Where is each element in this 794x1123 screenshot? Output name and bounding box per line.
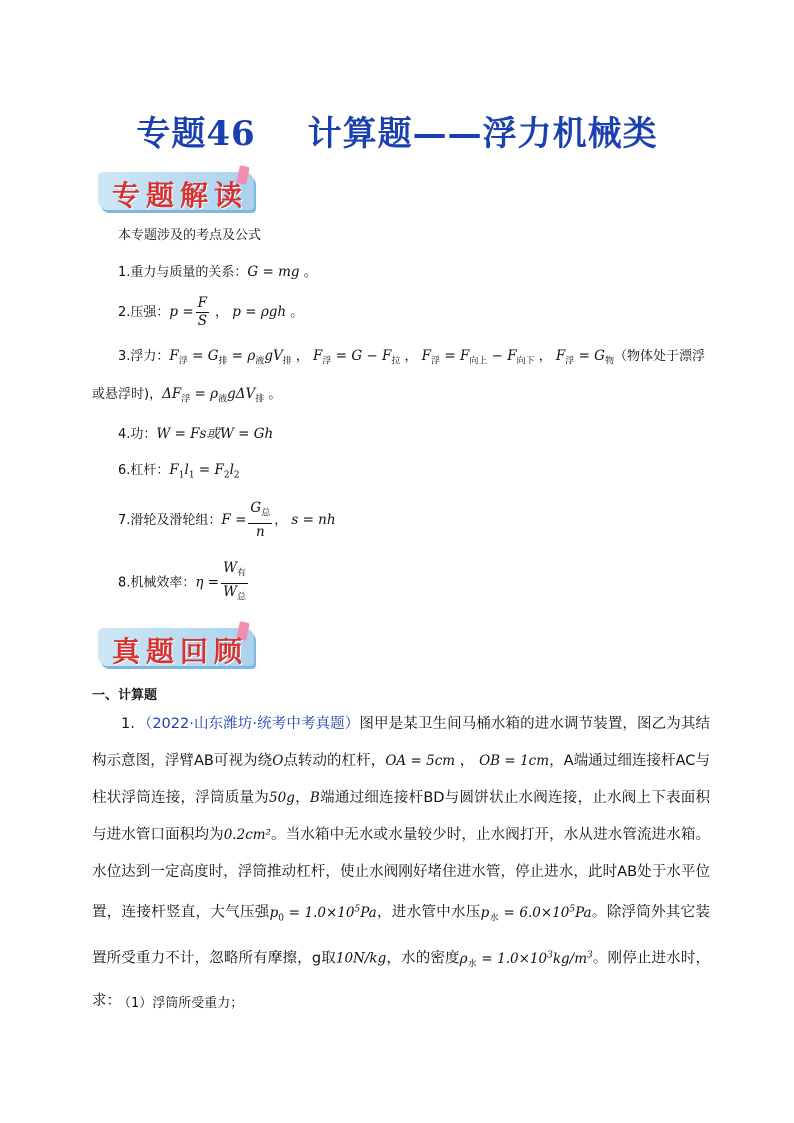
question-1: 1．（2022·山东潍坊·统考中考真题）图甲是某卫生间马桶水箱的进水调节装置，图乙为其结构示意图，浮臂AB可视为绕O点转动的杠杆，OA = 5cm ， OB = 1cm，A端通过细连接杆AC与柱状浮筒连接，浮筒质量为50g，B端通过细连接杆BD与圆饼状止水阀连接，止水阀上下表面积与进水管口面积均为0.2cm²。当水箱中无水或水量较少时，止水阀打开，水从进水管流进水箱。水位达到一定高度时，浮筒推动杠杆，使止水阀刚好堵住进水管，停止进水，此时AB处于水平位置，连接杆竖直，大气压强$p_0 = 1.0\times 10^5Pa$，进水管中水压$p_水 = 6.0\times 10^5Pa$。除浮筒外其它装置所受重力不计，忽略所有摩擦，g取10N/kg，水的密度$\rho_水 = 1.0\times 10^3kg/m^3$。刚停止进水时，求：	[92, 716, 711, 1010]
banner-label: 专题解读	[112, 179, 249, 212]
item-pressure: 2.压强：p = $\frac{F}{S}$ ， p = ρgh 。	[118, 295, 304, 329]
item-pulley: 7.滑轮及滑轮组：F = $\frac{G_总}{n}$ ， s = nh	[118, 500, 336, 540]
banner-topic-interpretation	[98, 168, 258, 214]
item-gravity: 1.重力与质量的关系：G = mg 。	[118, 264, 317, 280]
item-work: 4.功：W = Fs或W = Gh	[118, 426, 274, 442]
item-buoyancy-continued: 或悬浮时)，$\Delta F_浮 = \rho_液g\Delta V_排$ 。	[92, 386, 282, 405]
item-buoyancy: 3.浮力：$F_浮 = G_排 = \rho_液gV_排$ ， $F_浮 = G - F_拉$ ， $F_浮 = F_{向上} - F_{向下}$ ， $F_浮 = G_物$（物体处于漂浮	[118, 348, 705, 367]
question-source: （2022·山东潍坊·统考中考真题）	[144, 716, 360, 732]
item-lever: 6.杠杆：$F_1l_1 = F_2l_2$	[118, 462, 240, 481]
intro-text: 本专题涉及的考点及公式	[118, 228, 262, 243]
banner-label: 真题回顾	[112, 635, 249, 668]
question-1-part-1: （1）浮筒所受重力；	[118, 996, 244, 1011]
item-efficiency: 8.机械效率：η = $\frac{W_有}{W_总}$	[118, 560, 247, 603]
page-title: 专题46 计算题——浮力机械类	[136, 114, 658, 154]
banner-past-exam-review	[98, 624, 258, 670]
section-heading: 一、计算题	[92, 688, 158, 703]
